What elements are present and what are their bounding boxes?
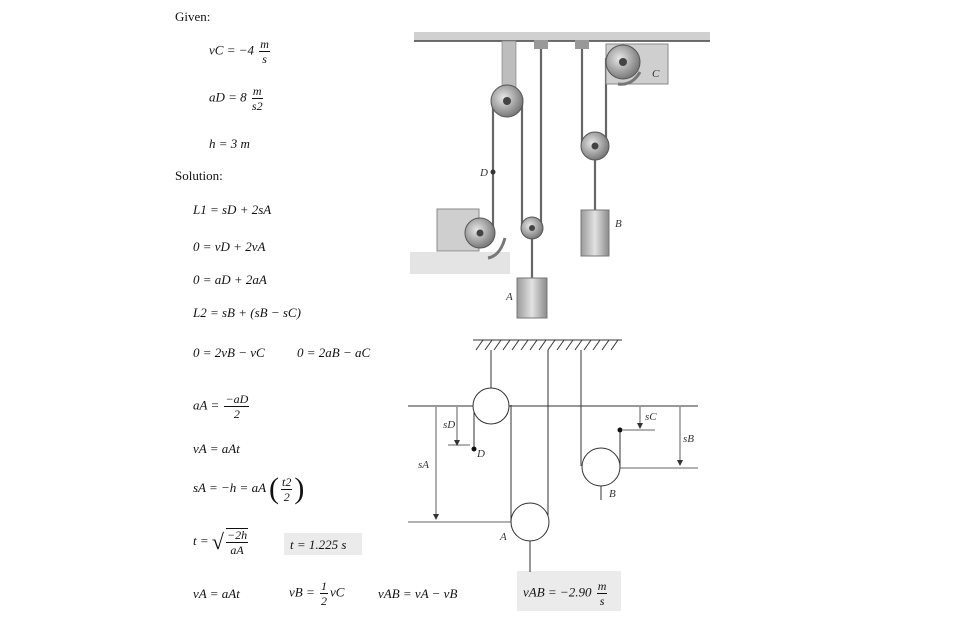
- eq-sA: sA = −h = aA ( $\frac{t2}{2}$ ): [193, 472, 305, 505]
- schematic-point-D: [472, 447, 477, 452]
- solution-heading: Solution:: [175, 168, 223, 183]
- given-h: h = 3 m: [209, 136, 250, 151]
- eq-accel-1: 0 = aD + 2aA: [193, 272, 267, 287]
- eq-vB: vB = $\frac{1}{2}$ vC: [289, 579, 345, 608]
- svg-text:sB: sB: [683, 433, 694, 445]
- svg-text:sA: sA: [418, 459, 429, 471]
- eq-L2: L2 = sB + (sB − sC): [193, 305, 301, 320]
- svg-text:sC: sC: [645, 411, 657, 423]
- svg-text:B: B: [615, 218, 622, 230]
- schematic-pulley-A: [511, 503, 549, 541]
- svg-text:D: D: [477, 448, 485, 460]
- given-aD: aD = 8 $\frac{m}{s2}$: [209, 84, 263, 113]
- given-vC: vC = −4 $\frac{m}{s}$: [209, 37, 269, 66]
- schematic-pulley-B: [582, 448, 620, 486]
- svg-text:D: D: [480, 167, 488, 179]
- schematic-upper-pulley: [473, 388, 509, 424]
- eq-velocity-2: 0 = 2vB − vC: [193, 345, 265, 360]
- svg-text:sD: sD: [443, 419, 456, 431]
- svg-text:A: A: [506, 291, 513, 303]
- t-result: t = 1.225 s: [290, 537, 347, 552]
- given-heading: Given:: [175, 9, 211, 24]
- eq-vAB: vAB = vA − vB: [378, 586, 458, 601]
- vAB-result: vAB = −2.90 $\frac{m}{s}$: [523, 579, 607, 608]
- eq-vA-2: vA = aAt: [193, 586, 240, 601]
- eq-vA: vA = aAt: [193, 441, 240, 456]
- eq-L1: L1 = sD + 2sA: [193, 202, 272, 217]
- eq-accel-2: 0 = 2aB − aC: [297, 345, 371, 360]
- eq-t: t = √ $\frac{-2h}{aA}$: [193, 528, 248, 557]
- eq-aA: aA = $\frac{-aD}{2}$: [193, 392, 249, 421]
- eq-velocity-1: 0 = vD + 2vA: [193, 239, 266, 254]
- svg-text:C: C: [652, 68, 660, 80]
- svg-text:B: B: [609, 488, 616, 500]
- svg-text:A: A: [500, 531, 507, 543]
